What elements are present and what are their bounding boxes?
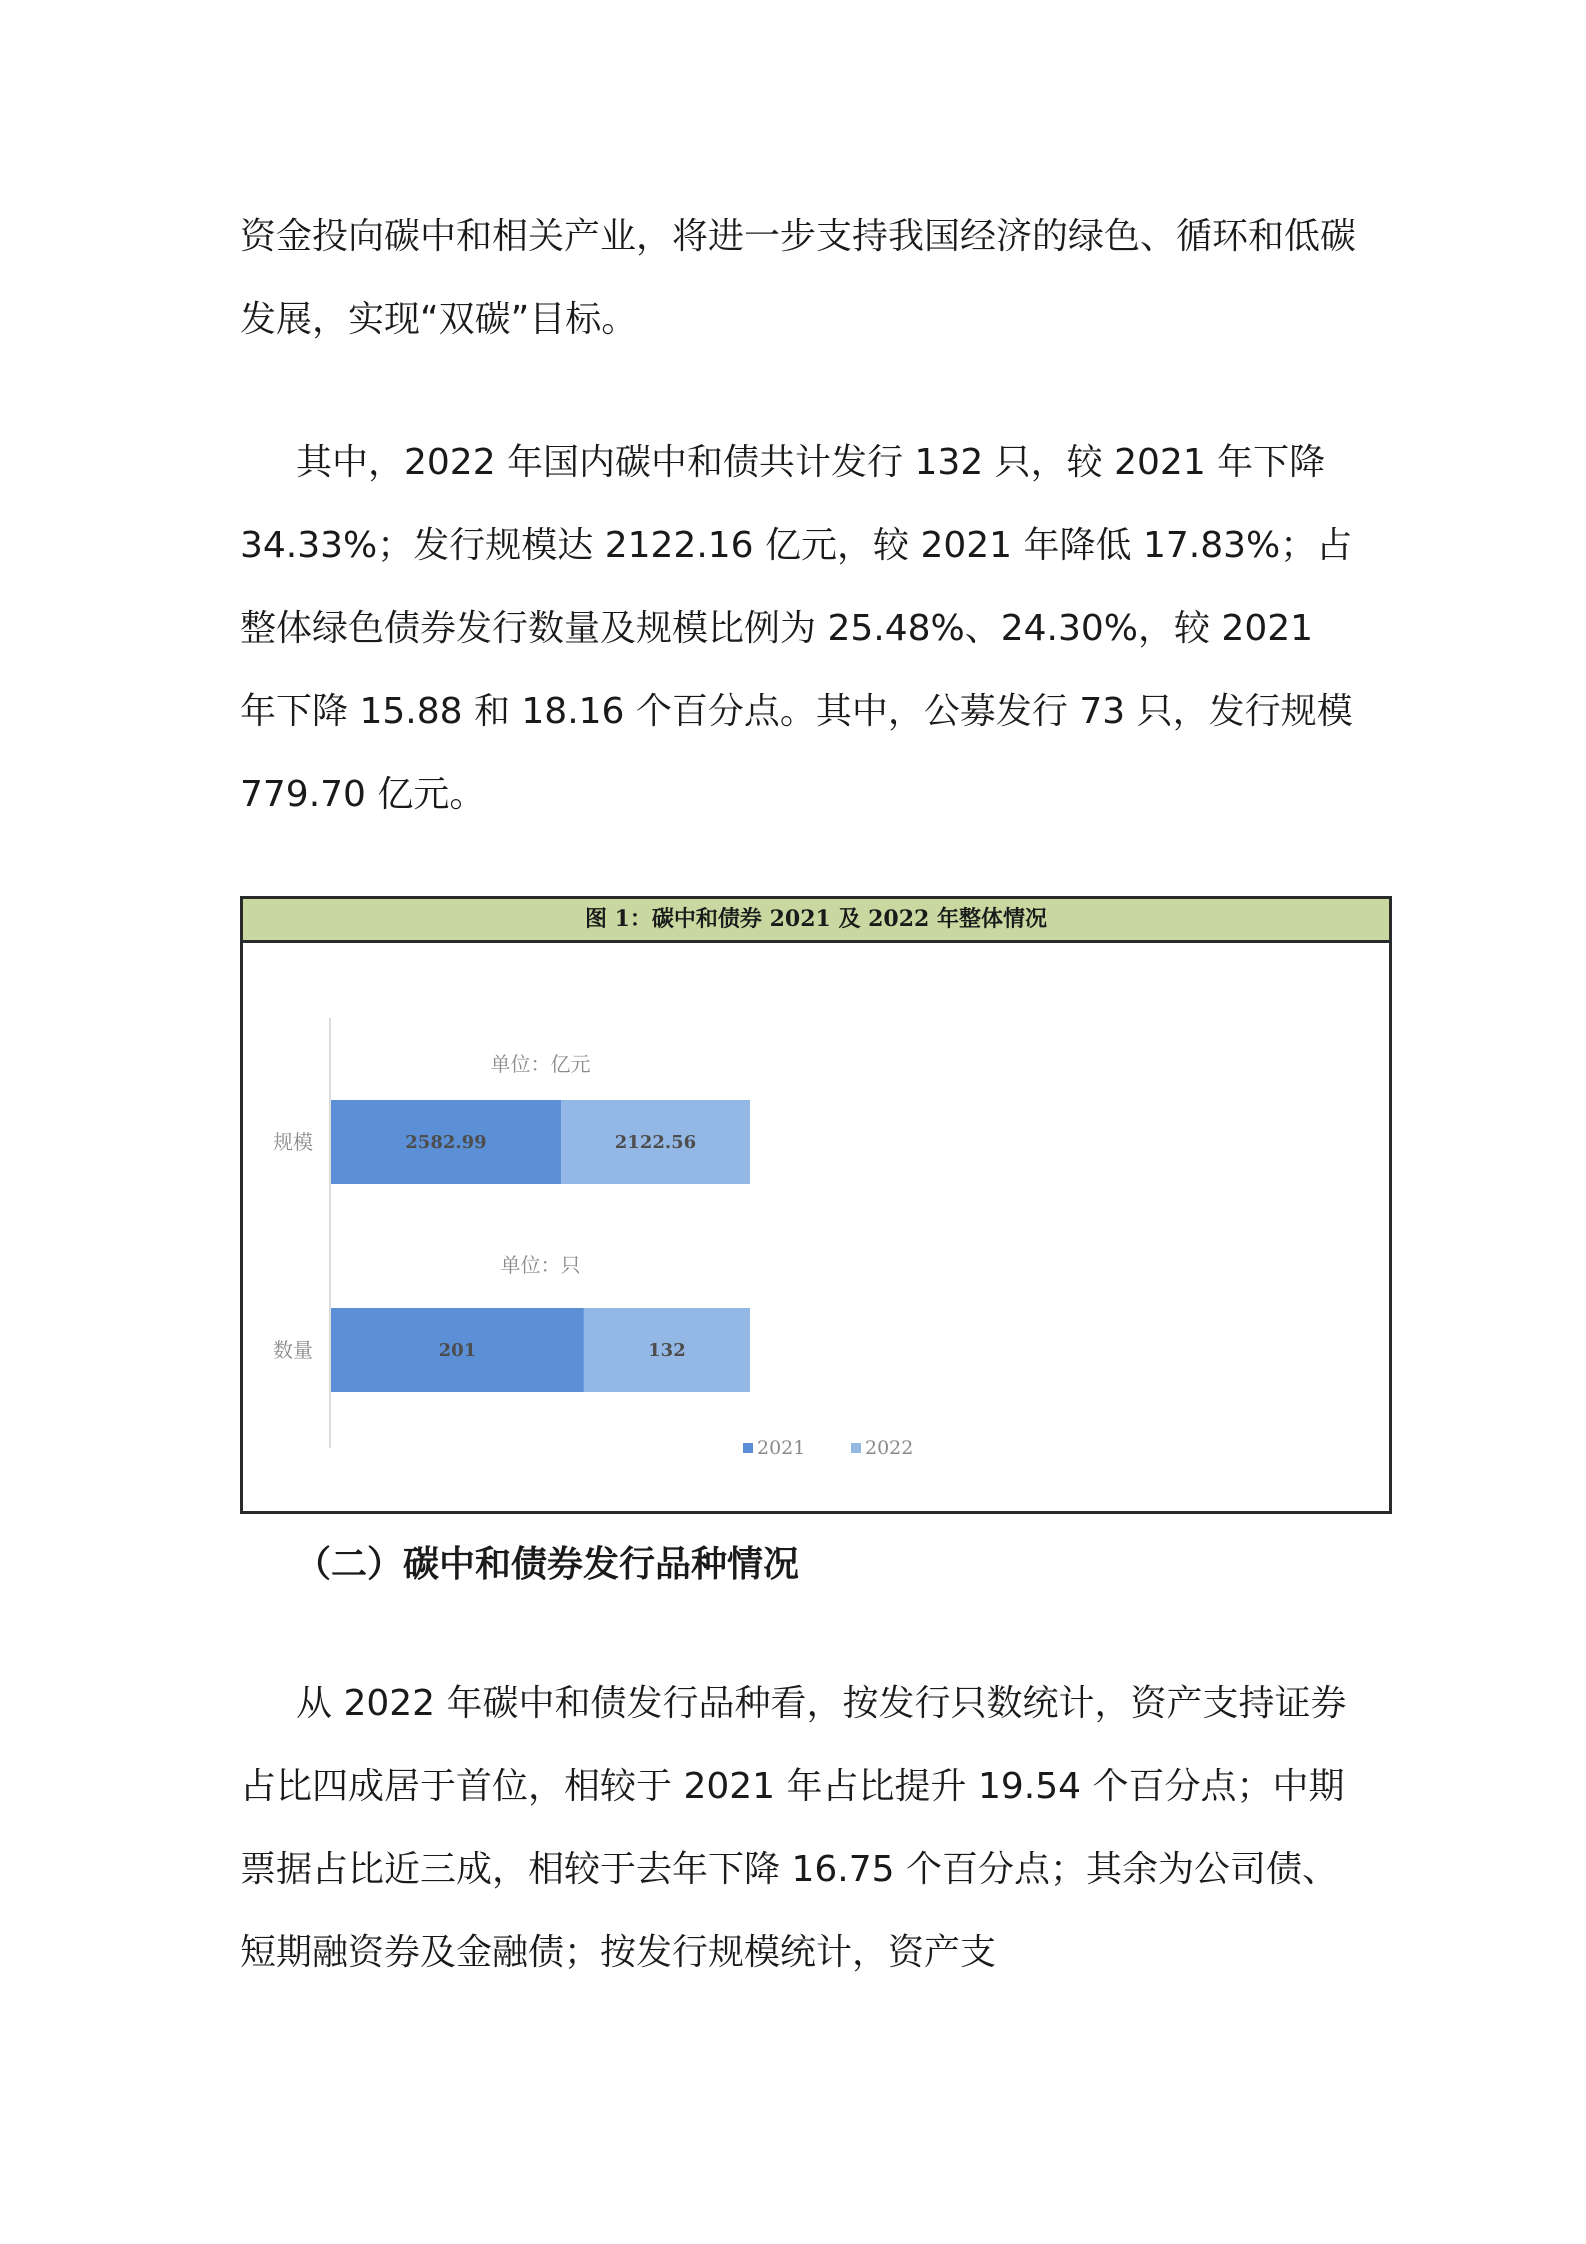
category-label: 数量 (273, 1338, 313, 1362)
data-label: 2582.99 (405, 1132, 487, 1153)
legend-label: 2022 (865, 1437, 914, 1459)
figure-title: 图 1：碳中和债券 2021 及 2022 年整体情况 (243, 899, 1389, 943)
legend-label: 2021 (757, 1437, 806, 1459)
legend-swatch-2022 (851, 1443, 861, 1453)
unit-label: 单位：亿元 (490, 1052, 591, 1076)
category-label: 规模 (273, 1130, 313, 1154)
data-label: 201 (438, 1340, 477, 1361)
paragraph-3: 从 2022 年碳中和债发行品种看，按发行只数统计，资产支持证券占比四成居于首位，相较于 2021 年占比提升 19.54 个百分点；中期票据占比近三成，相较于去年下降 16.75 个百分点；其余为公司债、短期融资券及金融债；按发行规模统计，资产支 (240, 1683, 1347, 1973)
stacked-bar-chart (243, 943, 1389, 1511)
data-label: 2122.56 (614, 1132, 697, 1153)
paragraph-1: 资金投向碳中和相关产业，将进一步支持我国经济的绿色、循环和低碳发展，实现“双碳”目标。 (240, 216, 1357, 340)
section-heading: （二）碳中和债券发行品种情况 (295, 1544, 800, 1585)
paragraph-2: 其中，2022 年国内碳中和债共计发行 132 只，较 2021 年下降 34.33%；发行规模达 2122.16 亿元，较 2021 年降低 17.83%；占整体绿色债券发行数量及规模比例为 25.48%、24.30%，较 2021 年下降 15.88 和 18.16 个百分点。其中，公募发行 73 只，发行规模 779.70 亿元。 (240, 442, 1353, 815)
data-label: 132 (648, 1340, 686, 1361)
legend-swatch-2021 (743, 1443, 753, 1453)
unit-label: 单位：只 (500, 1253, 581, 1277)
figure-1 (240, 896, 1392, 1514)
